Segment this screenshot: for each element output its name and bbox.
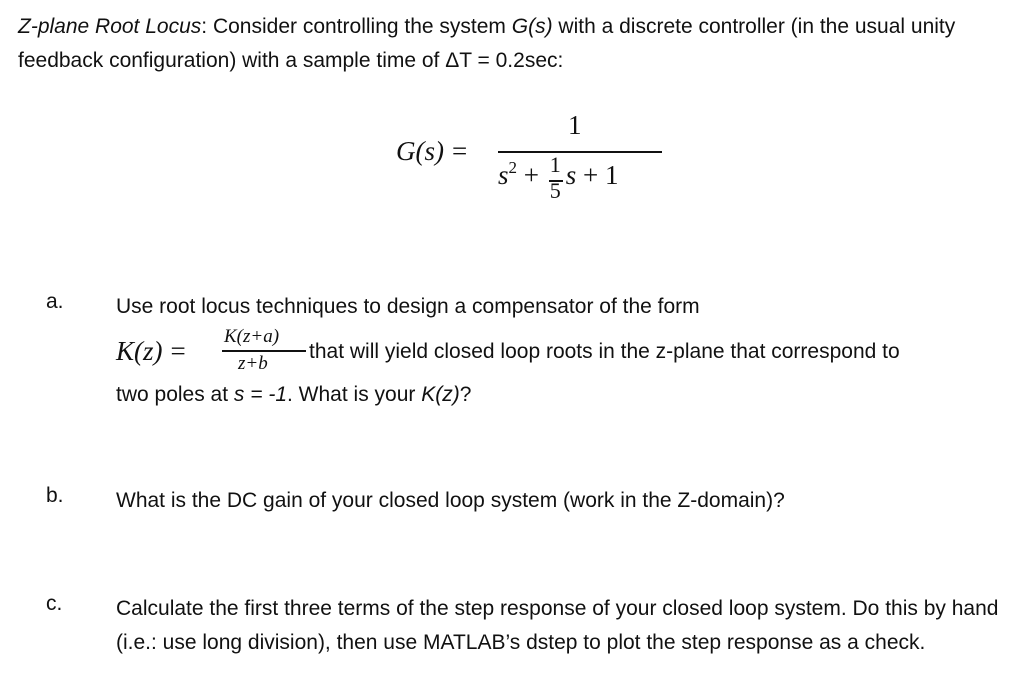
den-plus-1: + xyxy=(523,160,539,190)
item-a-line3-pre: two poles at xyxy=(116,383,234,406)
system-name: G(s) xyxy=(511,15,553,38)
den-fraction-den: 5 xyxy=(549,178,561,203)
plant-numerator: 1 xyxy=(568,110,582,140)
item-a-line3-mid: . What is your xyxy=(287,383,422,406)
plant-fraction-bar xyxy=(498,151,662,153)
item-c-text: Calculate the first three terms of the step response of your closed loop system. Do this by hand (i.e.: use long division), then use MATLAB’s dstep to plot the step response as a check. xyxy=(116,597,999,654)
plant-denominator xyxy=(498,152,619,203)
compensator-lhs xyxy=(116,336,186,367)
plant-equation xyxy=(396,110,676,210)
intro-text-2: with a discrete controller (in the usual unity feedback configuration) with a sample time of ΔT = 0.2sec: xyxy=(18,15,956,72)
compensator-denominator: z+b xyxy=(238,353,268,374)
problem-topic: Z-plane Root Locus xyxy=(18,15,202,38)
den-fraction-num: 1 xyxy=(549,152,561,177)
compensator-fraction-bar xyxy=(222,350,306,352)
den-exponent: 2 xyxy=(508,158,518,177)
item-a-label: a. xyxy=(46,290,64,313)
item-c-label: c. xyxy=(46,592,63,615)
den-fraction xyxy=(548,152,564,203)
compensator-text: that will yield closed loop roots in the z-plane that correspond to xyxy=(309,340,900,363)
plant-equals: = xyxy=(452,136,468,166)
item-b-label: b. xyxy=(46,484,64,507)
den-plus-2: + 1 xyxy=(583,160,619,190)
item-a-line1: Use root locus techniques to design a compensator of the form xyxy=(116,295,700,318)
den-s: s xyxy=(498,160,509,190)
compensator-lhs-name: K(z) xyxy=(116,336,163,366)
den-s-2: s xyxy=(565,160,577,190)
item-a-line3-post: ? xyxy=(459,383,472,406)
item-b-text: What is the DC gain of your closed loop system (work in the Z-domain)? xyxy=(116,489,785,512)
intro-text-1: : Consider controlling the system xyxy=(201,15,512,38)
problem-intro xyxy=(18,10,1008,78)
plant-lhs-name: G(s) xyxy=(396,136,444,166)
compensator-line xyxy=(116,326,1016,376)
plant-lhs xyxy=(396,136,467,167)
item-a-pole-location: s = -1 xyxy=(233,383,288,406)
item-a-kz: K(z) xyxy=(421,383,460,406)
compensator-numerator: K(z+a) xyxy=(224,326,280,347)
compensator-equals: = xyxy=(170,336,186,366)
item-a-line3 xyxy=(116,378,1016,412)
